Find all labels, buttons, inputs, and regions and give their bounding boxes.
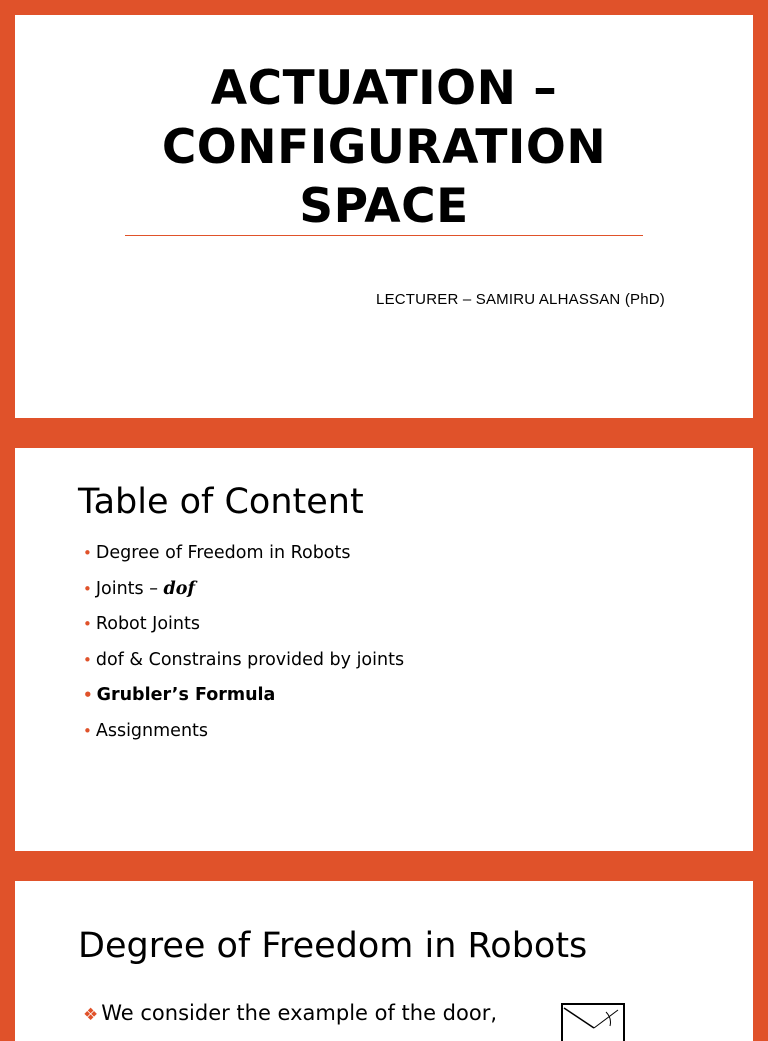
toc-item: • Degree of Freedom in Robots	[83, 543, 351, 563]
toc-item: • dof & Constrains provided by joints	[83, 649, 405, 670]
bullet-icon: •	[83, 721, 92, 740]
title-line-3: SPACE	[299, 179, 469, 234]
title-line-2: CONFIGURATION	[161, 120, 607, 175]
toc-item: • Grubler’s Formula	[83, 685, 276, 705]
slide-title	[15, 59, 753, 236]
dof-slide	[15, 881, 753, 1041]
toc-item: • Robot Joints	[83, 614, 200, 634]
bullet-icon: •	[83, 615, 92, 633]
bullet-icon: •	[83, 544, 92, 562]
bullet-icon: •	[83, 579, 92, 598]
diamond-bullet-icon: ❖	[83, 1005, 99, 1025]
toc-item: • Joints – dof	[83, 578, 195, 599]
door-diagram-icon	[560, 1002, 628, 1041]
toc-slide	[15, 448, 753, 851]
bullet-icon: •	[83, 650, 92, 669]
title-slide	[15, 15, 753, 418]
title-divider	[125, 235, 643, 236]
slide-title: Degree of Freedom in Robots	[78, 926, 588, 966]
toc-item: • Assignments	[83, 720, 209, 741]
lecturer-name: LECTURER – SAMIRU ALHASSAN (PhD)	[376, 291, 665, 308]
body-text: ❖ We consider the example of the door,	[83, 1001, 498, 1025]
toc-title: Table of Content	[78, 482, 364, 522]
title-line-1: ACTUATION –	[210, 61, 558, 116]
door-frame	[562, 1004, 624, 1041]
bullet-icon: •	[83, 686, 93, 704]
toc-list	[83, 536, 404, 749]
math-dof: dof	[163, 578, 195, 599]
